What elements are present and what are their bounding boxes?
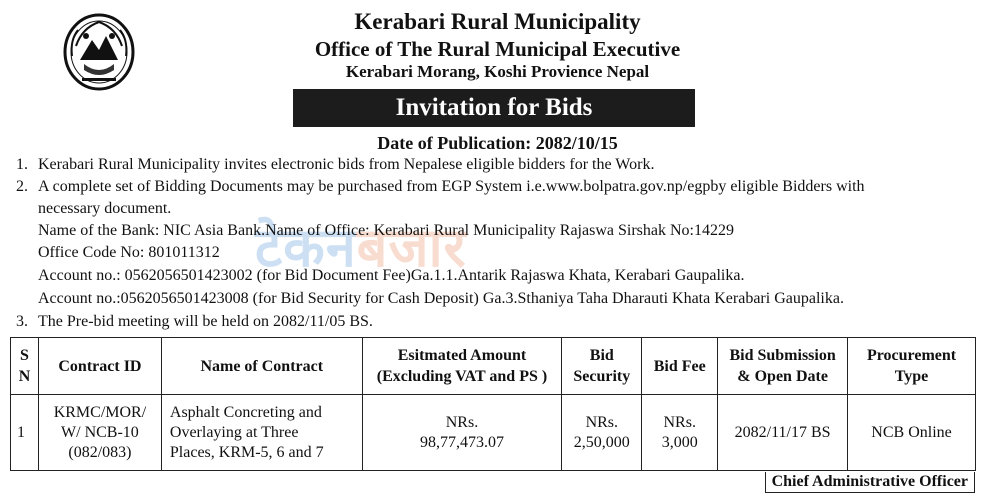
- watermark-part-1: टेकन: [255, 216, 357, 279]
- item-1-text: Kerabari Rural Municipality invites electronic bids from Nepalese eligible bidders for the Work.: [38, 156, 655, 173]
- header-sn: S N: [11, 338, 39, 395]
- cell-contract-name: Asphalt Concreting and Overlaying at Three Places, KRM-5, 6 and 7: [161, 395, 362, 471]
- table-row: [11, 395, 976, 471]
- header-estimated-amount: Esitmated Amount (Excluding VAT and PS ): [362, 338, 562, 395]
- item-number-2: 2.: [16, 178, 28, 195]
- header-contract-name: Name of Contract: [161, 338, 362, 395]
- cell-bid-security: NRs. 2,50,000: [562, 395, 642, 471]
- notice-title: Invitation for Bids: [293, 89, 695, 127]
- item-2-text-cont: necessary document.: [38, 200, 172, 217]
- header-contract-id: Contract ID: [38, 338, 161, 395]
- bids-table: [10, 337, 976, 471]
- table-header-row: [11, 338, 976, 395]
- cell-contract-id: KRMC/MOR/ W/ NCB-10 (082/083): [38, 395, 161, 471]
- header-bid-security: Bid Security: [562, 338, 642, 395]
- office-code: Office Code No: 801011312: [38, 244, 220, 261]
- cell-procurement-type: NCB Online: [848, 395, 976, 471]
- publication-date: Date of Publication: 2082/10/15: [377, 133, 618, 153]
- municipality-name: Kerabari Rural Municipality: [354, 9, 641, 34]
- office-name: Office of The Rural Municipal Executive: [314, 37, 681, 61]
- watermark-part-2: बजार: [356, 216, 467, 279]
- cell-bid-fee: NRs. 3,000: [642, 395, 718, 471]
- header-procurement-type: Procurement Type: [848, 338, 976, 395]
- account-bid-security: Account no.:0562056501423008 (for Bid Security for Cash Deposit) Ga.3.Sthaniya Taha Dharauti Khata Kerabari Gaupalika.: [38, 290, 844, 307]
- header-bid-fee: Bid Fee: [642, 338, 718, 395]
- item-number-3: 3.: [16, 313, 28, 330]
- item-number-1: 1.: [16, 156, 28, 173]
- item-2-text: A complete set of Bidding Documents may be purchased from EGP System i.e.www.bolpatra.gov.np/egpby eligible Bidders with: [38, 178, 865, 195]
- account-bid-fee: Account no.: 0562056501423002 (for Bid Document Fee)Ga.1.1.Antarik Rajaswa Khata, Kerabari Gaupalika.: [38, 267, 745, 284]
- item-3-text: The Pre-bid meeting will be held on 2082/11/05 BS.: [38, 313, 373, 330]
- signatory: Chief Administrative Officer: [765, 472, 975, 493]
- cell-sn: 1: [11, 395, 39, 471]
- header-submission-date: Bid Submission & Open Date: [718, 338, 848, 395]
- cell-estimated-amount: NRs. 98,77,473.07: [362, 395, 562, 471]
- bank-details: Name of the Bank: NIC Asia Bank.Name of Office: Kerabari Rural Municipality Rajaswa Sirshak No:14229: [38, 222, 734, 239]
- cell-submission-date: 2082/11/17 BS: [718, 395, 848, 471]
- office-address: Kerabari Morang, Koshi Provience Nepal: [345, 62, 650, 81]
